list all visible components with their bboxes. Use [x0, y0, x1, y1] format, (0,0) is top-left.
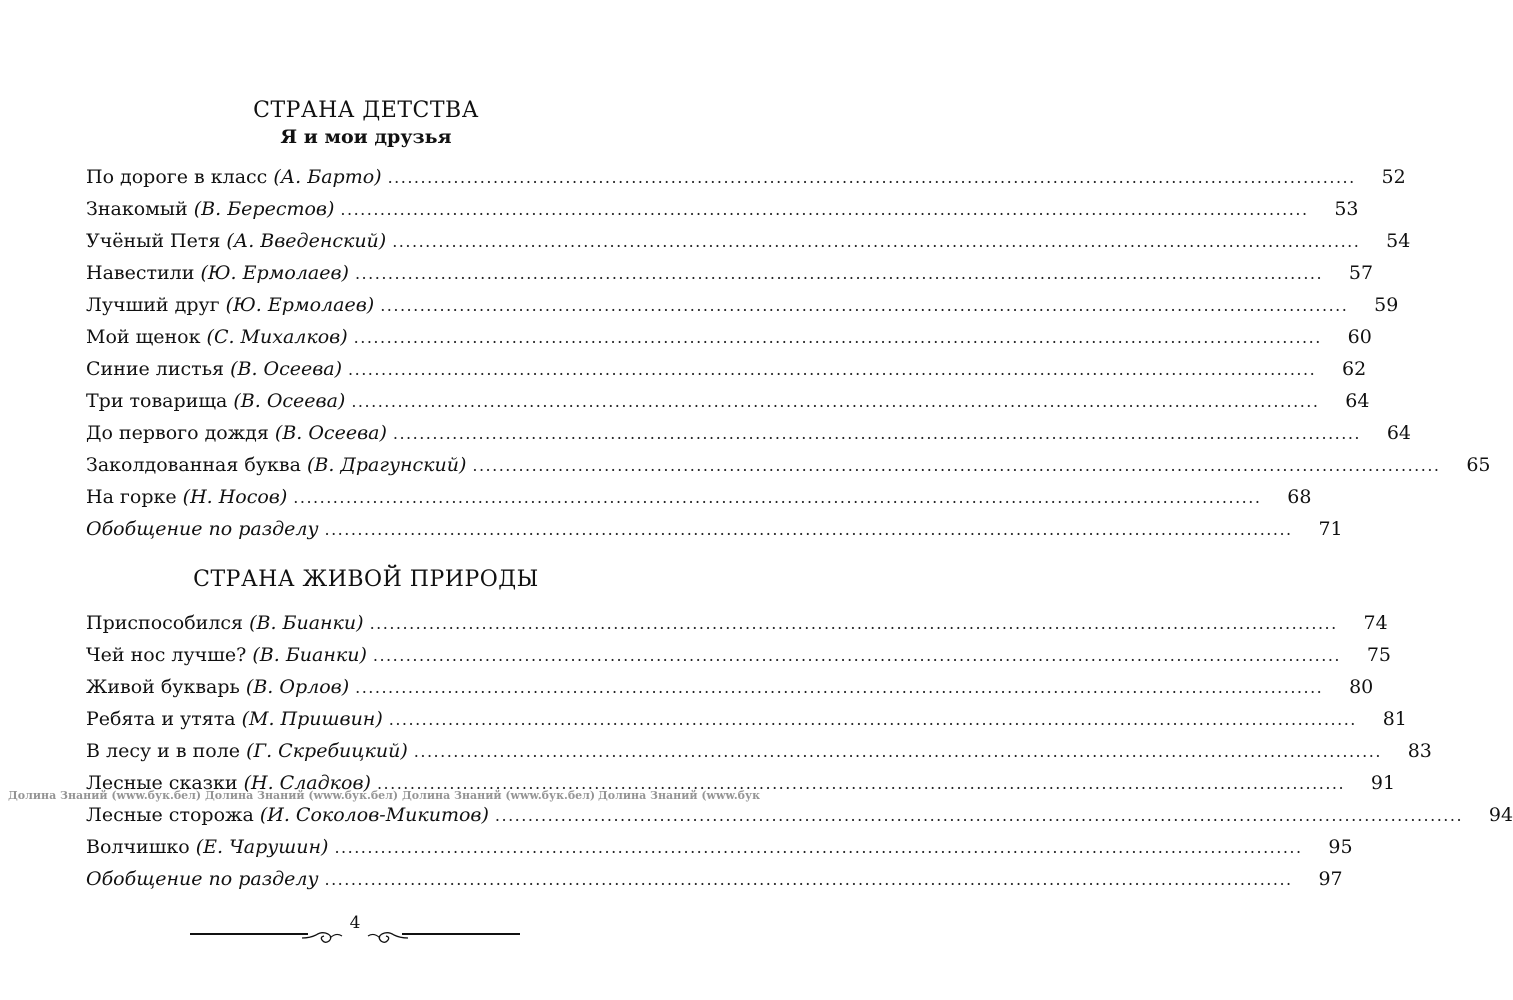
- entry-title-text: Три товарища: [86, 390, 234, 412]
- toc-entry: [86, 486, 1312, 514]
- entry-author: (В. Осеева): [230, 358, 343, 380]
- page-ref: 71: [1318, 518, 1343, 540]
- toc-entry-title: [86, 836, 328, 858]
- watermark-text: Долина Знаний (www.бук.бел): [205, 789, 399, 802]
- entry-title-text: По дороге в класс: [86, 166, 274, 188]
- entry-author: (В. Орлов): [245, 676, 350, 698]
- summary-title: Обобщение по разделу: [86, 518, 319, 540]
- entry-author: (В. Берестов): [193, 198, 335, 220]
- toc-entry-title: [86, 262, 349, 284]
- entry-title-text: Знакомый: [86, 198, 194, 220]
- page-ref: 62: [1342, 358, 1367, 380]
- page-ref: 65: [1466, 454, 1491, 476]
- leader-dots: [388, 168, 1356, 187]
- page-ref: 54: [1386, 230, 1411, 252]
- leader-dots: [324, 870, 1292, 889]
- page-ref: 74: [1363, 612, 1388, 634]
- entry-title-text: Учёный Петя: [86, 230, 227, 252]
- leader-dots: [351, 392, 1319, 411]
- leader-dots: [370, 614, 1338, 633]
- leader-dots: [354, 328, 1322, 347]
- watermark-text: Долина Знаний (www.бук: [598, 789, 761, 802]
- toc-entry: [86, 294, 1399, 322]
- toc-entry-title: [86, 612, 364, 634]
- leader-dots: [495, 806, 1463, 825]
- toc-entry-title: [86, 326, 348, 348]
- leader-dots: [414, 742, 1382, 761]
- leader-dots: [373, 646, 1341, 665]
- toc-entry-title: [86, 454, 466, 476]
- page-ref: 95: [1328, 836, 1353, 858]
- entry-author: (В. Осеева): [233, 390, 346, 412]
- leader-dots: [392, 232, 1360, 251]
- toc-entry-title: [86, 198, 334, 220]
- toc-entry: [86, 836, 1353, 864]
- leader-dots: [355, 264, 1323, 283]
- leader-dots: [380, 296, 1348, 315]
- entry-author: (Е. Чарушин): [195, 836, 329, 858]
- toc-entry-title: [86, 486, 287, 508]
- toc-entry: [86, 644, 1392, 672]
- toc-entry: [86, 804, 1513, 832]
- page-footer: [190, 915, 520, 951]
- leader-dots: [348, 360, 1316, 379]
- toc-entry-title: [86, 358, 342, 380]
- toc-entry: [86, 262, 1374, 290]
- leader-dots: [293, 488, 1261, 507]
- section-subtitle-1: Я и мои друзья: [280, 126, 452, 148]
- toc-entry: [86, 676, 1374, 704]
- leader-dots: [389, 710, 1357, 729]
- toc-summary-entry: [86, 868, 1343, 896]
- section-title-1: СТРАНА ДЕТСТВА: [253, 98, 479, 123]
- page-ref: 75: [1366, 644, 1392, 666]
- page-ref: 91: [1370, 772, 1396, 794]
- entry-title-text: Лесные сторожа: [86, 804, 260, 826]
- entry-author: (Ю. Ермолаев): [225, 294, 375, 316]
- leader-dots: [393, 424, 1361, 443]
- leader-dots: [377, 774, 1345, 793]
- toc-entry: [86, 708, 1407, 736]
- page-ref: 64: [1345, 390, 1370, 412]
- toc-summary-entry: [86, 518, 1343, 546]
- leader-dots: [324, 520, 1292, 539]
- page-ref: 80: [1349, 676, 1374, 698]
- entry-author: (В. Осеева): [274, 422, 387, 444]
- toc-entry: [86, 612, 1388, 640]
- page-ref: 94: [1488, 804, 1513, 826]
- page-ref: 52: [1381, 166, 1406, 188]
- entry-title-text: Приспособился: [86, 612, 250, 634]
- entry-author: (Н. Сладков): [243, 772, 371, 794]
- toc-entry-title: [86, 740, 408, 762]
- entry-title-text: Чей нос лучше?: [86, 644, 253, 666]
- toc-entry-title: [86, 294, 374, 316]
- entry-author: (Г. Скребицкий): [246, 740, 408, 762]
- entry-author: (И. Соколов-Микитов): [259, 804, 489, 826]
- toc-entry: [86, 326, 1372, 354]
- toc-entry-title: [86, 390, 345, 412]
- watermark-text: Долина Знаний (www.бук.бел): [402, 789, 596, 802]
- watermark-text: Долина Знаний (www.бук.бел): [8, 789, 202, 802]
- entry-author: (В. Бианки): [249, 612, 364, 634]
- toc-entry: [86, 230, 1411, 258]
- page-ref: 59: [1374, 294, 1399, 316]
- summary-title: Обобщение по разделу: [86, 868, 319, 890]
- toc-entry-title: [86, 644, 367, 666]
- toc-entry: [86, 454, 1491, 482]
- entry-author: (С. Михалков): [206, 326, 348, 348]
- entry-title-text: Мой щенок: [86, 326, 207, 348]
- section-title-2: СТРАНА ЖИВОЙ ПРИРОДЫ: [193, 567, 539, 592]
- toc-entry-title: [86, 230, 386, 252]
- page-ref: 64: [1386, 422, 1412, 444]
- leader-dots: [472, 456, 1440, 475]
- entry-title-text: Лучший друг: [86, 294, 226, 316]
- toc-entry-title: [86, 772, 371, 794]
- entry-author: (В. Драгунский): [306, 454, 467, 476]
- page-ref: 83: [1407, 740, 1432, 762]
- entry-author: (А. Барто): [273, 166, 382, 188]
- page-ref: 60: [1347, 326, 1372, 348]
- footer-rule-left: [190, 933, 308, 935]
- leader-dots: [340, 200, 1308, 219]
- page-ref: 97: [1318, 868, 1343, 890]
- entry-title-text: Заколдованная буква: [86, 454, 307, 476]
- entry-title-text: Волчишко: [86, 836, 196, 858]
- toc-entry: [86, 358, 1367, 386]
- entry-title-text: Лесные сказки: [86, 772, 244, 794]
- entry-title-text: Синие листья: [86, 358, 231, 380]
- entry-author: (М. Пришвин): [241, 708, 383, 730]
- entry-author: (Ю. Ермолаев): [200, 262, 349, 284]
- toc-entry: [86, 740, 1432, 768]
- leader-dots: [355, 678, 1323, 697]
- toc-entry: [86, 198, 1359, 226]
- toc-entry: [86, 166, 1406, 194]
- entry-title-text: В лесу и в поле: [86, 740, 247, 762]
- leader-dots: [334, 838, 1302, 857]
- toc-entry-title: [86, 676, 349, 698]
- entry-title-text: До первого дождя: [86, 422, 275, 444]
- entry-title-text: Ребята и утята: [86, 708, 242, 730]
- entry-title-text: Живой букварь: [86, 676, 246, 698]
- page-ref: 57: [1348, 262, 1374, 284]
- entry-author: (А. Введенский): [226, 230, 387, 252]
- entry-author: (Н. Носов): [182, 486, 288, 508]
- page-ref: 81: [1382, 708, 1407, 730]
- toc-entry-title: [86, 804, 489, 826]
- entry-title-text: Навестили: [86, 262, 201, 284]
- entry-title-text: На горке: [86, 486, 183, 508]
- entry-author: (В. Бианки): [252, 644, 367, 666]
- toc-entry: [86, 390, 1370, 418]
- toc-entry-title: [86, 166, 382, 188]
- footer-rule-right: [402, 933, 520, 935]
- toc-entry-title: [86, 422, 387, 444]
- toc-entry: [86, 422, 1412, 450]
- toc-entry-title: [86, 708, 383, 730]
- page-number: 4: [349, 913, 361, 933]
- page-ref: 68: [1287, 486, 1312, 508]
- page-ref: 53: [1334, 198, 1359, 220]
